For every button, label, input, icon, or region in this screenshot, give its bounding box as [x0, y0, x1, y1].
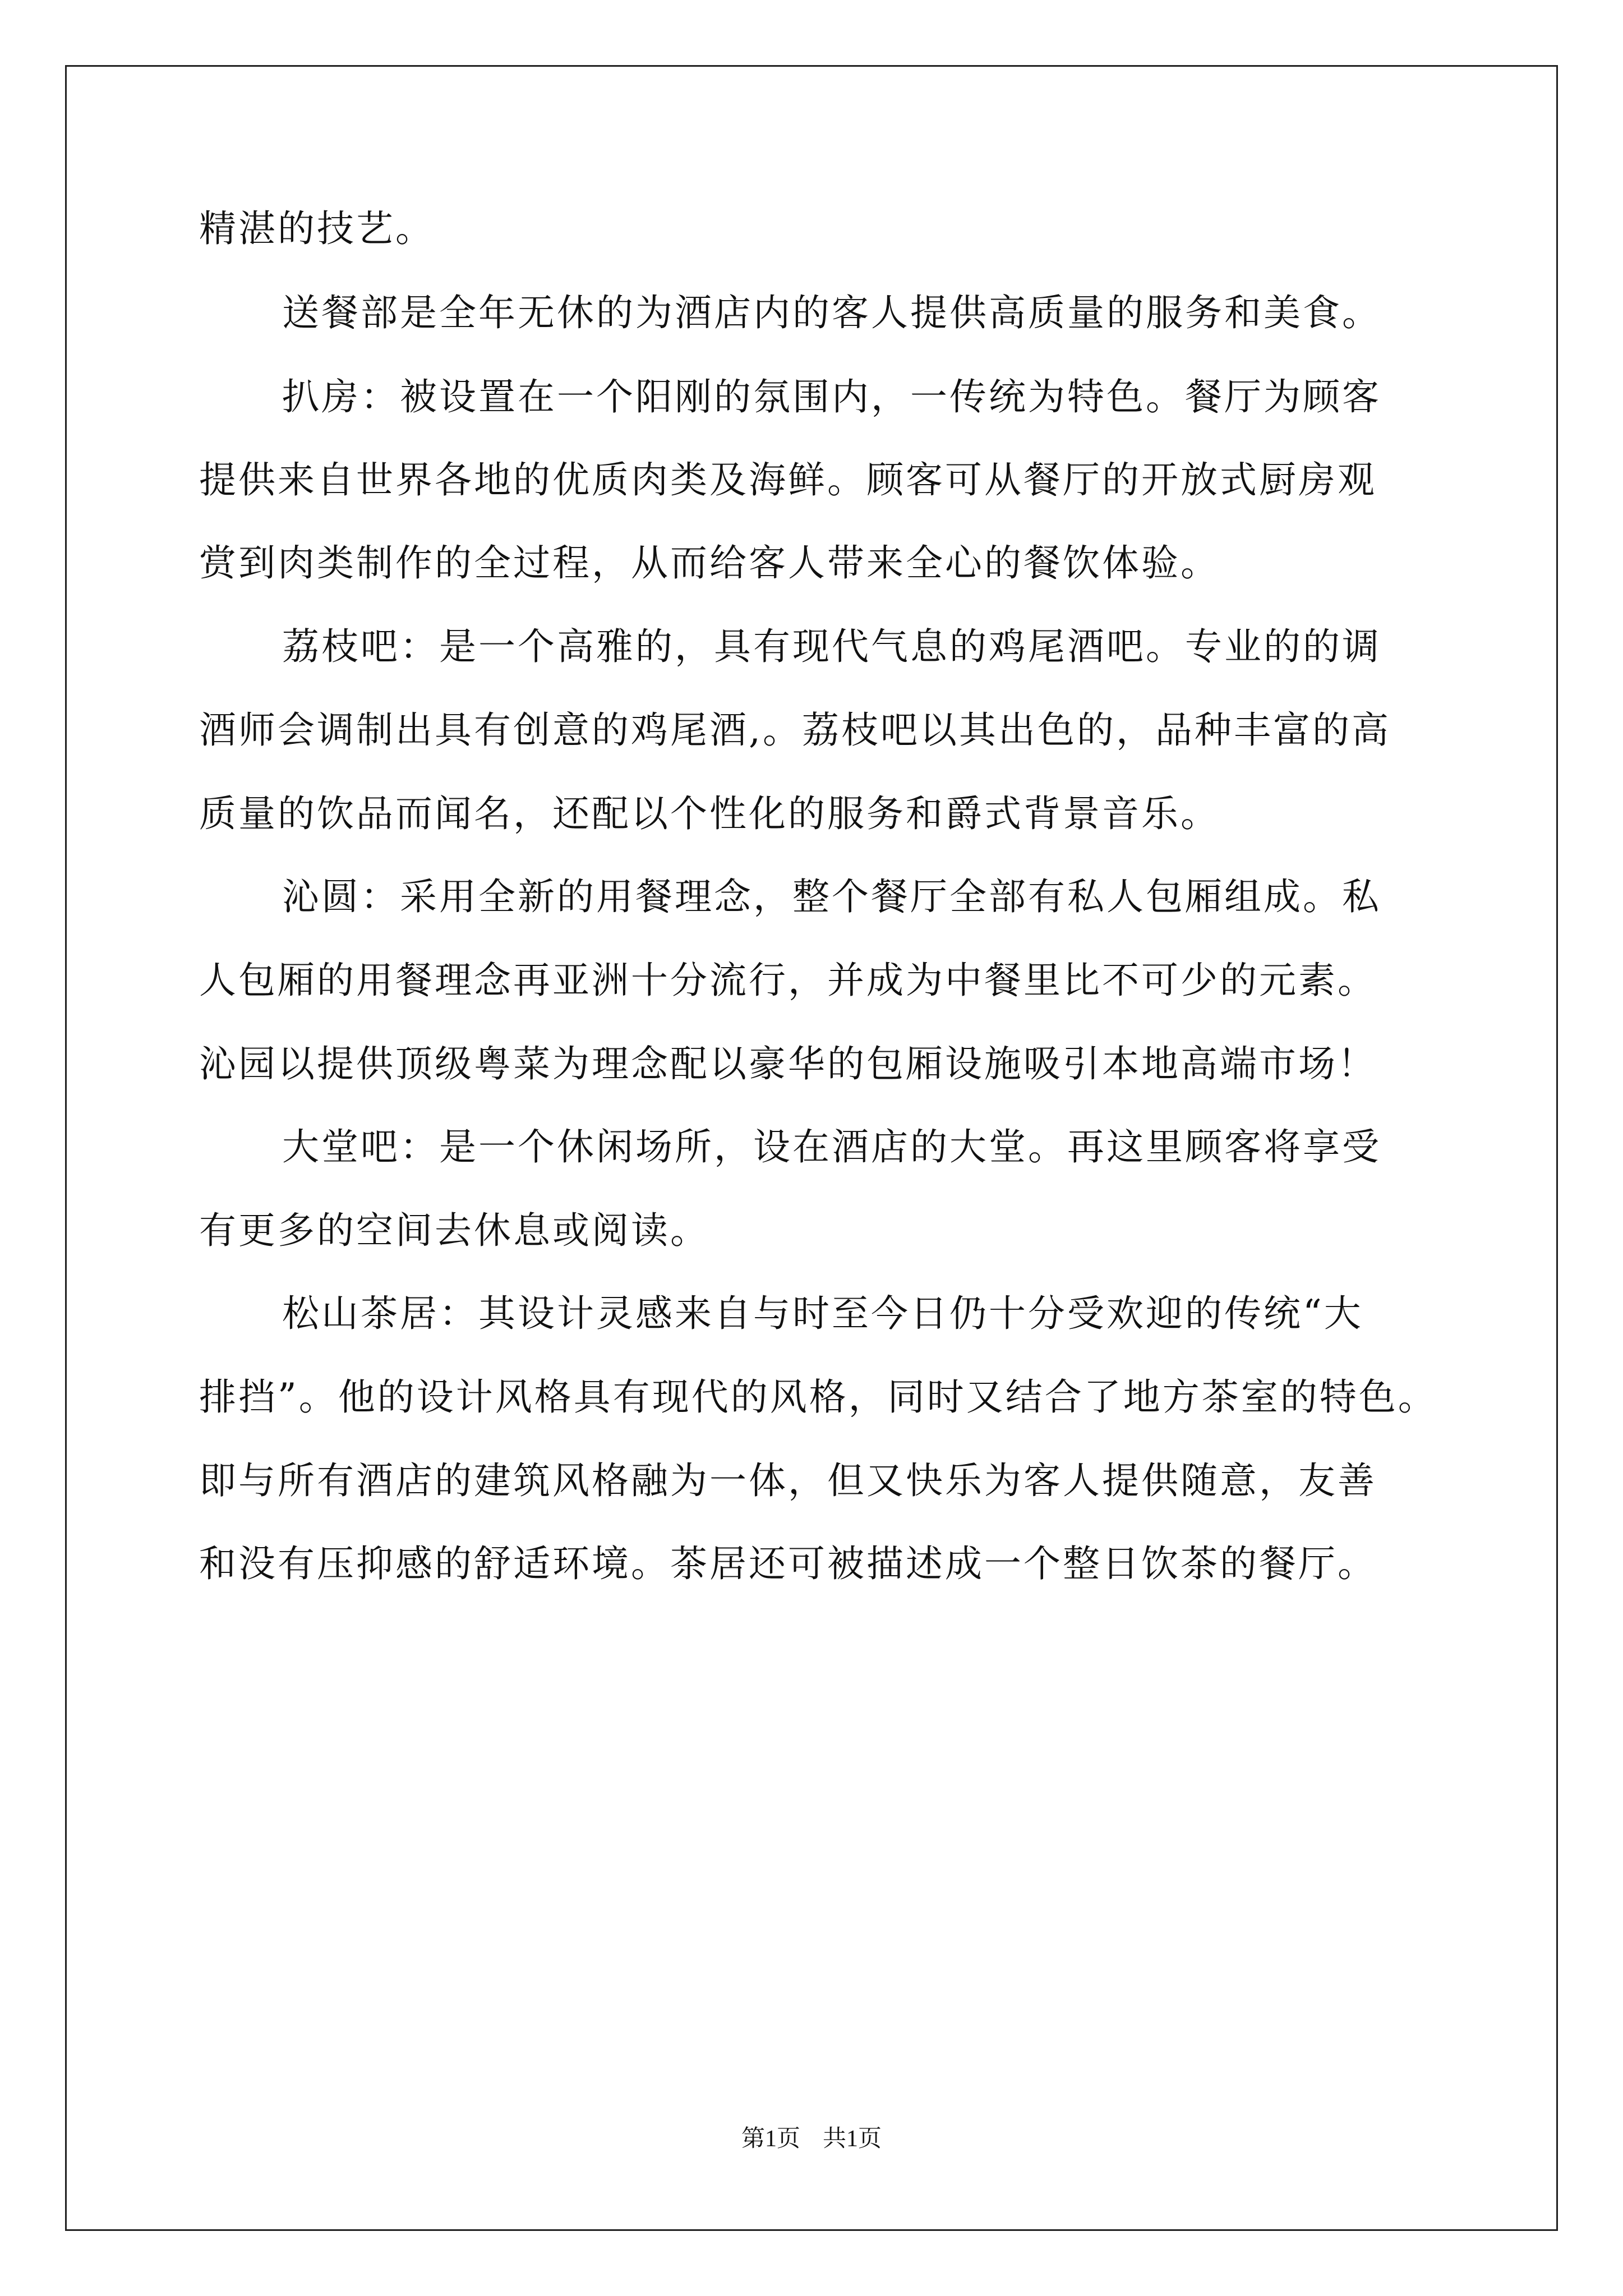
page-total: 共1页 — [823, 2126, 882, 2152]
text-line: 沁圆：采用全新的用餐理念，整个餐厅全部有私人包厢组成。私 — [282, 875, 1381, 918]
text-line: 精湛的技艺。 — [199, 207, 435, 250]
text-line: 即与所有酒店的建筑风格融为一体，但又快乐为客人提供随意，友善 — [199, 1459, 1377, 1502]
text-line: 荔枝吧：是一个高雅的，具有现代气息的鸡尾酒吧。专业的的调 — [282, 625, 1381, 668]
text-line: 酒师会调制出具有创意的鸡尾酒,。荔枝吧以其出色的，品种丰富的高 — [199, 708, 1391, 752]
text-line: 送餐部是全年无休的为酒店内的客人提供高质量的服务和美食。 — [282, 291, 1381, 334]
page-number: 第1页 — [741, 2126, 800, 2152]
text-line: 提供来自世界各地的优质肉类及海鲜。顾客可从餐厅的开放式厨房观 — [199, 458, 1377, 501]
text-line: 大堂吧：是一个休闲场所，设在酒店的大堂。再这里顾客将享受 — [282, 1125, 1381, 1168]
text-line: 质量的饮品而闻名，还配以个性化的服务和爵式背景音乐。 — [199, 792, 1220, 835]
page-footer — [0, 2125, 1623, 2153]
text-line: 沁园以提供顶级粤菜为理念配以豪华的包厢设施吸引本地高端市场！ — [199, 1042, 1377, 1085]
text-line: 松山茶居：其设计灵感来自与时至今日仍十分受欢迎的传统“大 — [282, 1292, 1363, 1335]
text-line: 排挡”。他的设计风格具有现代的风格，同时又结合了地方茶室的特色。 — [199, 1375, 1437, 1419]
text-line: 扒房：被设置在一个阳刚的氛围内，一传统为特色。餐厅为顾客 — [282, 375, 1381, 418]
text-line: 赏到肉类制作的全过程，从而给客人带来全心的餐饮体验。 — [199, 541, 1220, 585]
text-line: 有更多的空间去休息或阅读。 — [199, 1209, 709, 1252]
text-line: 和没有压抑感的舒适环境。茶居还可被描述成一个整日饮茶的餐厅。 — [199, 1542, 1377, 1585]
text-line: 人包厢的用餐理念再亚洲十分流行，并成为中餐里比不可少的元素。 — [199, 959, 1377, 1002]
